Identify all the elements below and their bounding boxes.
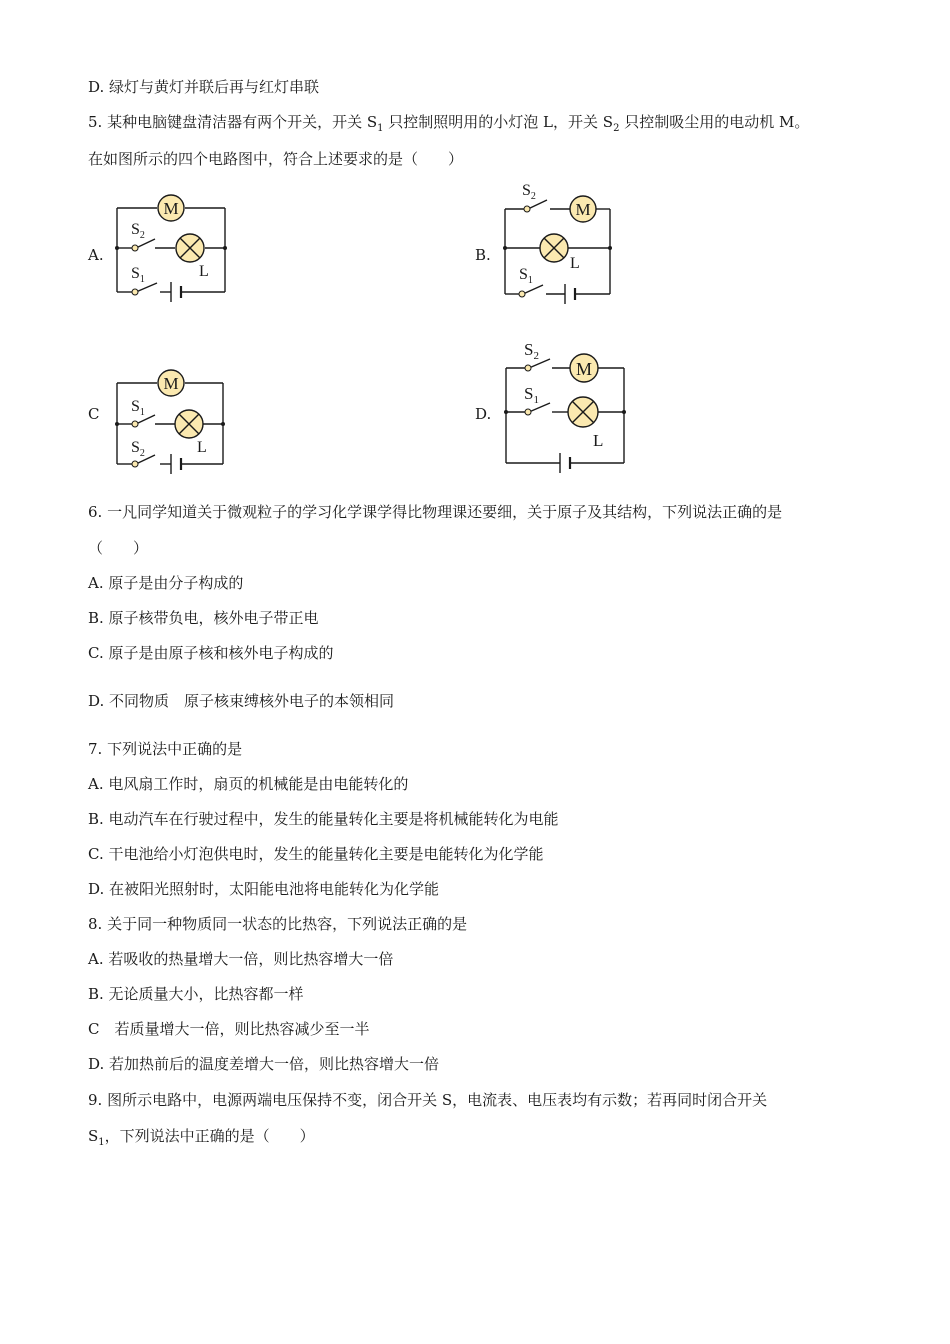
q4-option-d: D. 绿灯与黄灯并联后再与红灯串联 (88, 78, 320, 96)
q7-option-c: C. 干电池给小灯泡供电时，发生的能量转化主要是电能转化为化学能 (88, 845, 544, 863)
q7-option-a: A. 电风扇工作时，扇页的机械能是由电能转化的 (88, 775, 409, 793)
q6-stem-paren: （ ） (88, 539, 149, 557)
q6-stem: 6. 一凡同学知道关于微观粒子的学习化学课学得比物理课还要细，关于原子及其结构，下列说法正确的是 (88, 503, 783, 521)
switch-top-label: $S_2$ (131, 221, 145, 241)
q5-stem-line2: 在如图所示的四个电路图中，符合上述要求的是（ ） (88, 150, 464, 168)
q6-option-d: D. 不同物质 原子核束缚核外电子的本领相同 (88, 692, 395, 710)
lamp-label: L (199, 263, 209, 280)
q5-stem-part3: 只控制吸尘用的电动机 M。 (619, 113, 810, 131)
q5-circuit-b (495, 180, 635, 310)
q9-stem-rest: ，下列说法中正确的是（ ） (104, 1127, 315, 1145)
q5-circuit-a (105, 188, 245, 313)
motor-label: M (575, 359, 593, 379)
motor-label: M (163, 374, 179, 393)
q5-option-a-label: A. (88, 246, 104, 264)
switch-bottom-label: $S_2$ (131, 439, 145, 459)
q5-stem-sub1: 1 (377, 123, 384, 134)
q5-option-d-label: D. (475, 405, 492, 423)
q9-stem-line2 (88, 1126, 315, 1153)
q7-stem: 7. 下列说法中正确的是 (88, 740, 243, 758)
q6-option-b: B. 原子核带负电，核外电子带正电 (88, 609, 319, 627)
q7-option-d: D. 在被阳光照射时，太阳能电池将电能转化为化学能 (88, 880, 440, 898)
lamp-label: L (570, 255, 580, 272)
q5-stem-part1: 5. 某种电脑键盘清洁器有两个开关，开关 S (88, 113, 378, 131)
q6-option-c: C. 原子是由原子核和核外电子构成的 (88, 644, 334, 662)
q7-option-b: B. 电动汽车在行驶过程中，发生的能量转化主要是将机械能转化为电能 (88, 810, 559, 828)
q9-stem-line1: 9. 图所示电路中，电源两端电压保持不变，闭合开关 S，电流表、电压表均有示数；若再同时闭合开关 (88, 1091, 768, 1109)
lamp-label: L (197, 439, 207, 456)
q6-option-a: A. 原子是由分子构成的 (88, 574, 244, 592)
q5-stem-line1 (88, 112, 809, 139)
q8-stem: 8. 关于同一种物质同一状态的比热容，下列说法正确的是 (88, 915, 468, 933)
motor-label: M (163, 199, 179, 218)
switch-bottom-label: $S_1$ (519, 266, 533, 286)
switch-bottom-label: $S_1$ (524, 384, 539, 406)
q5-option-c-label: C (88, 405, 100, 423)
switch-top-label: $S_2$ (522, 182, 536, 202)
q5-stem-sub2: 2 (613, 123, 620, 134)
q9-s1-sub: 1 (98, 1137, 105, 1148)
q5-circuit-c (105, 364, 245, 489)
q5-option-b-label: B. (475, 246, 491, 264)
q8-option-b: B. 无论质量大小，比热容都一样 (88, 985, 304, 1003)
q5-circuit-d (496, 338, 636, 473)
switch-bottom-label: $S_1$ (131, 265, 145, 285)
motor-label: M (575, 200, 591, 219)
lamp-label: L (593, 431, 604, 450)
q8-option-d: D. 若加热前后的温度差增大一倍，则比热容增大一倍 (88, 1055, 440, 1073)
q5-stem-part2: 只控制照明用的小灯泡 L，开关 S (383, 113, 614, 131)
q8-option-a: A. 若吸收的热量增大一倍，则比热容增大一倍 (88, 950, 394, 968)
q9-s1-s: S (88, 1127, 99, 1145)
switch-top-label: $S_1$ (131, 398, 145, 418)
switch-top-label: $S_2$ (524, 340, 539, 362)
q8-option-c: C 若质量增大一倍，则比热容减少至一半 (88, 1020, 370, 1038)
